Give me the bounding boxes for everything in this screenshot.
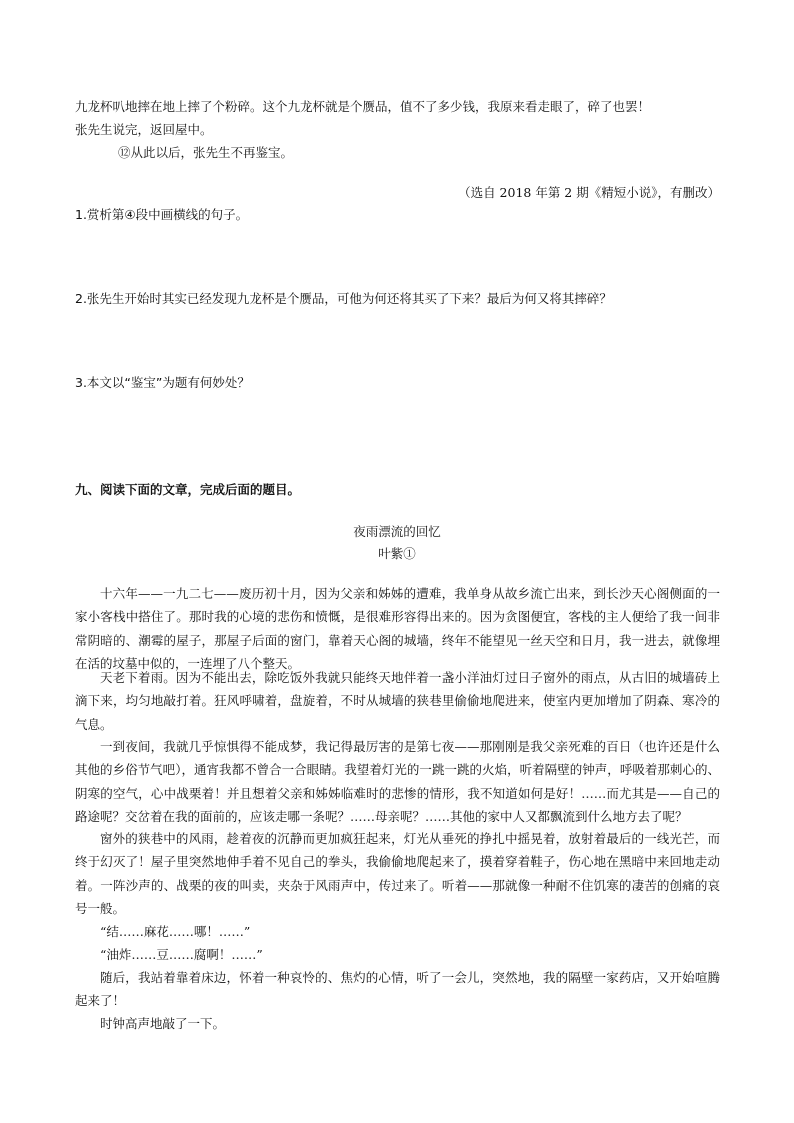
- article-paragraph-8: 时钟高声地敲了一下。: [100, 1016, 226, 1031]
- article-paragraph-3: 一到夜间，我就几乎惊惧得不能成梦，我记得最厉害的是第七夜——那刚刚是我父亲死难的百日（也许还是什么其他的乡俗节气吧），通宵我都不曾合一合眼睛。我望着灯光的一跳一跳的火焰，听着隔壁的钟声，呼吸着那刺心的、阴寒的空气，心中战栗着！并且想着父亲和姊姊临难时的悲惨的情形，我不知道如何是好！……而尤其是——自己的路途呢？交岔着在我的面前的，应该走哪一条呢？……母亲呢？……其他的家中人又都飘流到什么地方去了呢？: [75, 739, 720, 825]
- continuation-line-1: 九龙杯叭地摔在地上摔了个粉碎。这个九龙杯就是个赝品，值不了多少钱，我原来看走眼了，碎了也罢！: [75, 99, 651, 114]
- article-paragraph-7: 随后，我站着靠着床边，怀着一种哀怜的、焦灼的心情，听了一会儿，突然地，我的隔壁一家药店，又开始喧腾起来了！: [75, 970, 720, 1009]
- continuation-line-2: 张先生说完，返回屋中。: [75, 122, 213, 137]
- article-paragraph-4: 窗外的狭巷中的风雨，趁着夜的沉静而更加疯狂起来，灯光从垂死的挣扎中摇晃着，放射着最后的一线光芒，而终于幻灭了！屋子里突然地伸手着不见自己的拳头，我偷偷地爬起来了，摸着穿着鞋子，伤心地在黑暗中来回地走动着。一阵沙声的、战栗的夜的叫卖，夹杂于风雨声中，传过来了。听着——那就像一种耐不住饥寒的凄苦的创痛的哀号一般。: [75, 831, 720, 917]
- article-paragraph-2: 天老下着雨。因为不能出去，除吃饭外我就只能终天地伴着一盏小洋油灯过日子窗外的雨点，从古旧的城墙砖上滴下来，均匀地敲打着。狂风呼啸着，盘旋着，不时从城墙的狭巷里偷偷地爬进来，使室内更加增加了阴森、寒冷的气息。: [75, 670, 720, 732]
- question-2: 2.张先生开始时其实已经发现九龙杯是个赝品，可他为何还将其买了下来？最后为何又将其摔碎？: [75, 291, 612, 306]
- article-paragraph-6: “油炸……豆……腐啊！……”: [100, 947, 263, 962]
- source-note: （选自 2018 年第 2 期《精短小说》，有删改）: [458, 185, 720, 200]
- question-3: 3.本文以“鉴宝”为题有何妙处？: [75, 375, 250, 390]
- article-paragraph-1: 十六年——一九二七——废历初十月，因为父亲和姊姊的遭难，我单身从故乡流亡出来，到长沙天心阁侧面的一家小客栈中搭住了。那时我的心境的悲伤和愤慨，是很难形容得出来的。因为贪图便宜，客栈的主人便给了我一间非常阴暗的、潮霉的屋子，那屋子后面的窗门，靠着天心阁的城墙，终年不能望见一丝天空和日月，我一进去，就像埋在活的坟墓中似的，一连埋了八个整天。: [75, 586, 720, 672]
- article-title: 夜雨漂流的回忆: [353, 524, 441, 539]
- paragraph-12: ⑫从此以后，张先生不再鉴宝。: [118, 145, 294, 160]
- article-paragraph-5: “结……麻花……哪！……”: [100, 924, 251, 939]
- article-author: 叶紫①: [378, 546, 416, 561]
- question-1: 1.赏析第④段中画横线的句子。: [75, 207, 249, 222]
- section-heading: 九、阅读下面的文章，完成后面的题目。: [75, 482, 301, 497]
